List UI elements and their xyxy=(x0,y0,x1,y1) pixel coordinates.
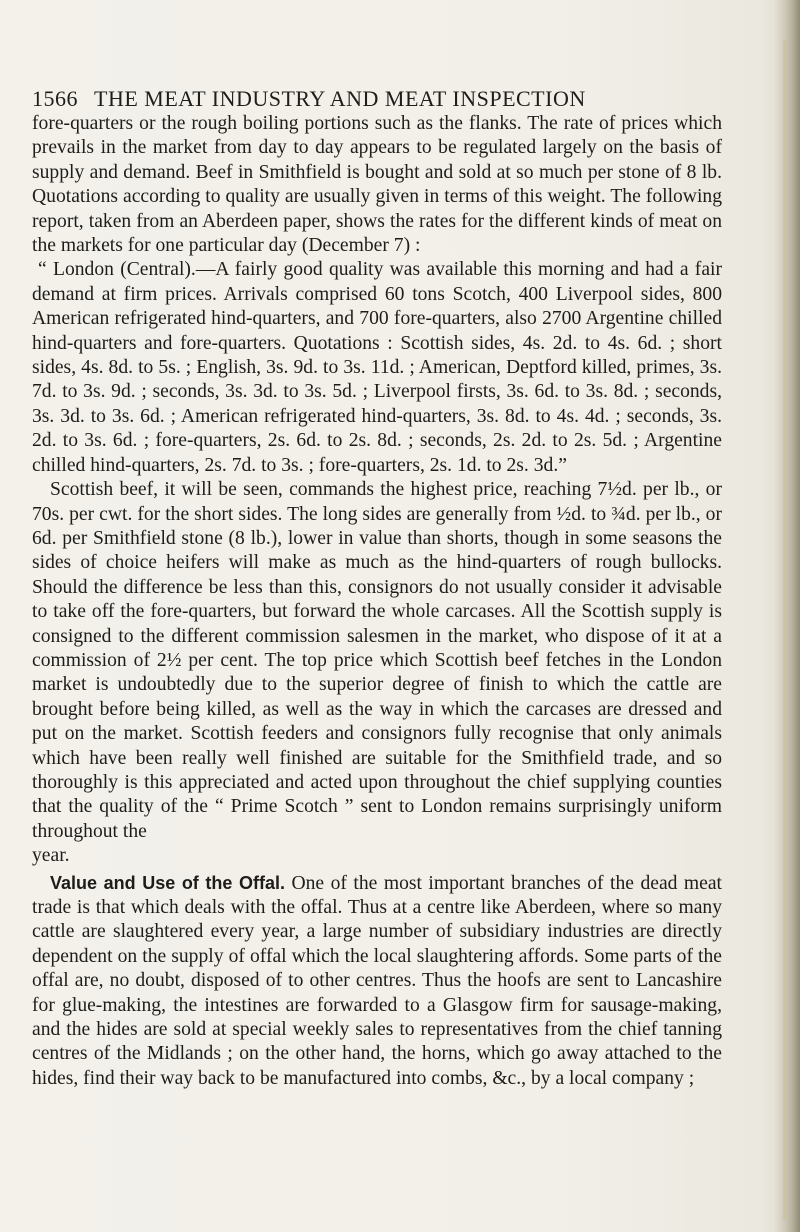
section-body: One of the most important branches of the dead meat trade is that which deals with the offal. Thus at a centre like Aberdeen, where so many cattle are slaughtered every year, a large number of subsidiary industries are directly dependent on the supply of offal which the local slaughtering affords. Some parts of the offal are, no doubt, disposed of to other centres. Thus the hoofs are sent to Lancashire for glue-making, the intestines are forwarded to a Glasgow firm for sausage-making, and the hides are sold at special weekly sales to representatives from the chief tanning centres of the Midlands ; on the other hand, the horns, which go away attached to the hides, find their way back to be manufactured into combs, &c., by a local company ; xyxy=(32,872,722,1089)
paragraph-end-word: year. xyxy=(32,845,70,867)
running-header xyxy=(32,86,732,112)
paragraph: Scottish beef, it will be seen, commands the highest price, reaching 7½d. per lb., or 70s. per cwt. for the short sides. The long sides are generally from ½d. to ¾d. per lb., or 6d. per Smithfield stone (8 lb.), lower in value than shorts, though in some seasons the sides of choice heifers will make as much as the hind-quarters of rough bullocks. Should the difference be less than this, consignors do not usually consider it advisable to take off the fore-quarters, but forward the whole carcases. All the Scottish supply is consigned to the different commission salesmen in the market, who dispose of it at a commission of 2½ per cent. The top price which Scottish beef fetches in the London market is undoubtedly due to the superior degree of finish to which the cattle are brought before being killed, as well as the way in which the carcases are dressed and put on the market. Scottish feeders and consignors fully recognise that only animals which have been really well finished are suitable for the Smithfield trade, and so thoroughly is this appreciated and acted upon throughout the chief supplying counties that the quality of the “ Prime Scotch ” sent to London remains surprisingly uniform throughout the xyxy=(32,479,722,842)
section-heading: Value and Use of the Offal. xyxy=(50,872,285,893)
binding-strip xyxy=(783,40,786,1220)
page-edge xyxy=(774,0,800,1232)
page-number: 1566 xyxy=(32,86,78,111)
body-text xyxy=(32,112,722,1091)
paragraph: fore-quarters or the rough boiling portions such as the flanks. The rate of prices which prevails in the market from day to day appears to be regulated largely on the basis of supply and demand. Beef in Smithfield is bought and sold at so much per stone of 8 lb. Quotations according to quality are usually given in terms of this weight. The following report, taken from an Aberdeen paper, shows the rates for the different kinds of meat on the markets for one particular day (December 7) : xyxy=(32,113,722,257)
running-title: THE MEAT INDUSTRY AND MEAT INSPECTION xyxy=(94,86,586,111)
market-report-quote: “ London (Central).—A fairly good quality was available this morning and had a fair demand at firm prices. Arrivals comprised 60 tons Scotch, 400 Liverpool sides, 800 American refrigerated hind-quarters, and 700 fore-quarters, also 2700 Argentine chilled hind-quarters and fore-quarters. Quotations : Scottish sides, 4s. 2d. to 4s. 6d. ; short sides, 4s. 8d. to 5s. ; English, 3s. 9d. to 3s. 11d. ; American, Deptford killed, primes, 3s. 7d. to 3s. 9d. ; seconds, 3s. 3d. to 3s. 5d. ; Liverpool firsts, 3s. 6d. to 3s. 8d. ; seconds, 3s. 3d. to 3s. 6d. ; American refrigerated hind-quarters, 3s. 8d. to 4s. 4d. ; seconds, 3s. 2d. to 3s. 6d. ; fore-quarters, 2s. 6d. to 2s. 8d. ; seconds, 2s. 2d. to 2s. 5d. ; Argentine chilled hind-quarters, 2s. 7d. to 3s. ; fore-quarters, 2s. 1d. to 2s. 3d.” xyxy=(32,259,722,476)
offal-section xyxy=(32,871,722,1092)
